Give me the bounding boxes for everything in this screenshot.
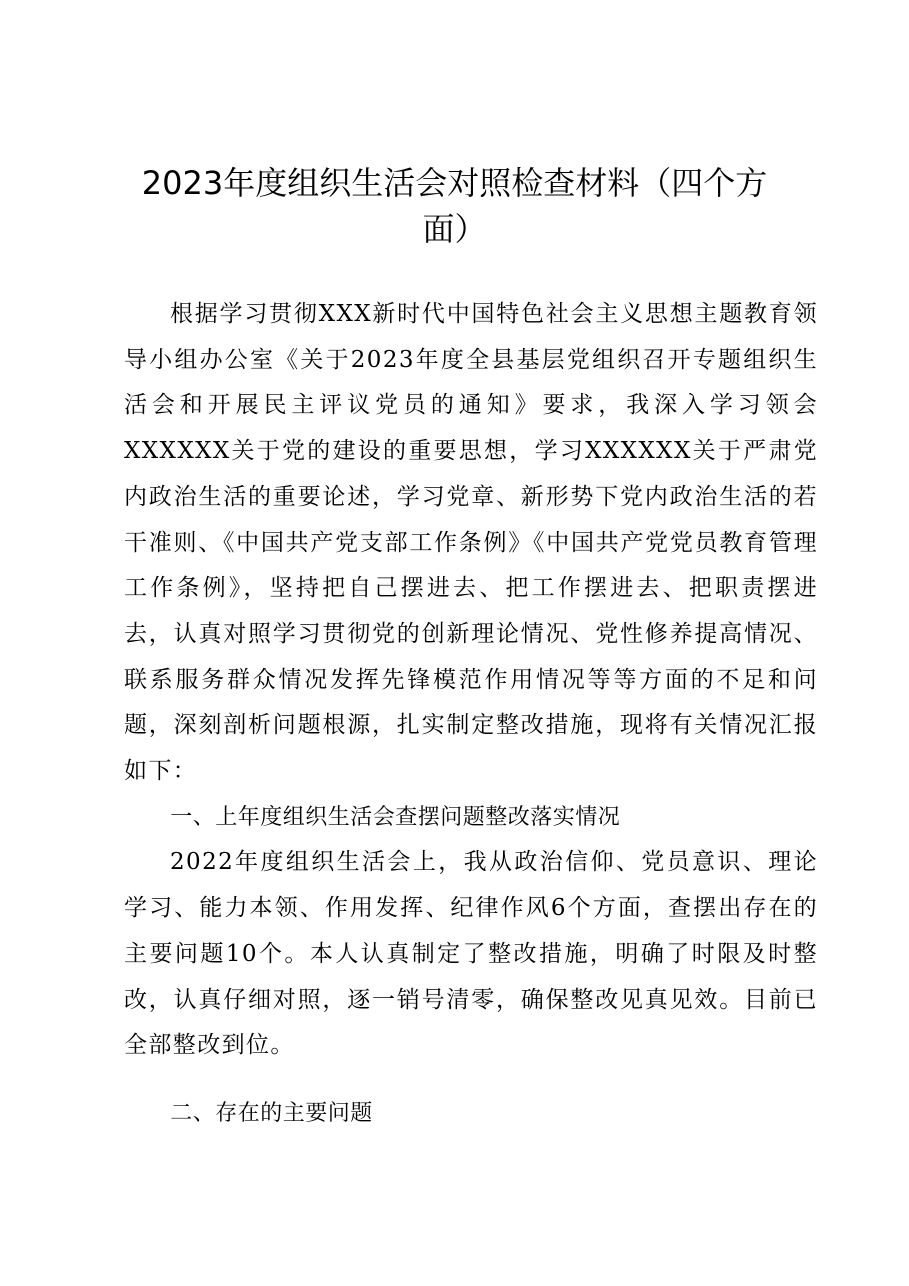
section-heading-1: 一、上年度组织生活会查摆问题整改落实情况 — [170, 804, 621, 830]
document-body — [124, 292, 818, 1137]
rectification-paragraph: 2022年度组织生活会上，我从政治信仰、党员意识、理论学习、能力本领、作用发挥、纪律作风6个方面，查摆出存在的主要问题10个。本人认真制定了整改措施，明确了时限及时整改，认真仔细对照，逐一销号清零，确保整改见真见效。目前已全部整改到位。 — [124, 849, 818, 1059]
section-heading-2: 二、存在的主要问题 — [170, 1100, 373, 1126]
title-line-1: 2023年度组织生活会对照检查材料（四个方 — [141, 164, 768, 202]
intro-paragraph: 根据学习贯彻XXX新时代中国特色社会主义思想主题教育领导小组办公室《关于2023年度全县基层党组织召开专题组织生活会和开展民主评议党员的通知》要求，我深入学习领会XXXXXX关于党的建设的重要思想，学习XXXXXX关于严肃党内政治生活的重要论述，学习党章、新形势下党内政治生活的若干准则、《中国共产党支部工作条例》《中国共产党党员教育管理工作条例》，坚持把自己摆进去、把工作摆进去、把职责摆进去，认真对照学习贯彻党的创新理论情况、党性修养提高情况、联系服务群众情况发挥先锋模范作用情况等等方面的不足和问题，深刻剖析问题根源，扎实制定整改措施，现将有关情况汇报如下： — [124, 301, 818, 785]
title-line-2: 面） — [422, 210, 487, 248]
document-title — [110, 160, 799, 252]
